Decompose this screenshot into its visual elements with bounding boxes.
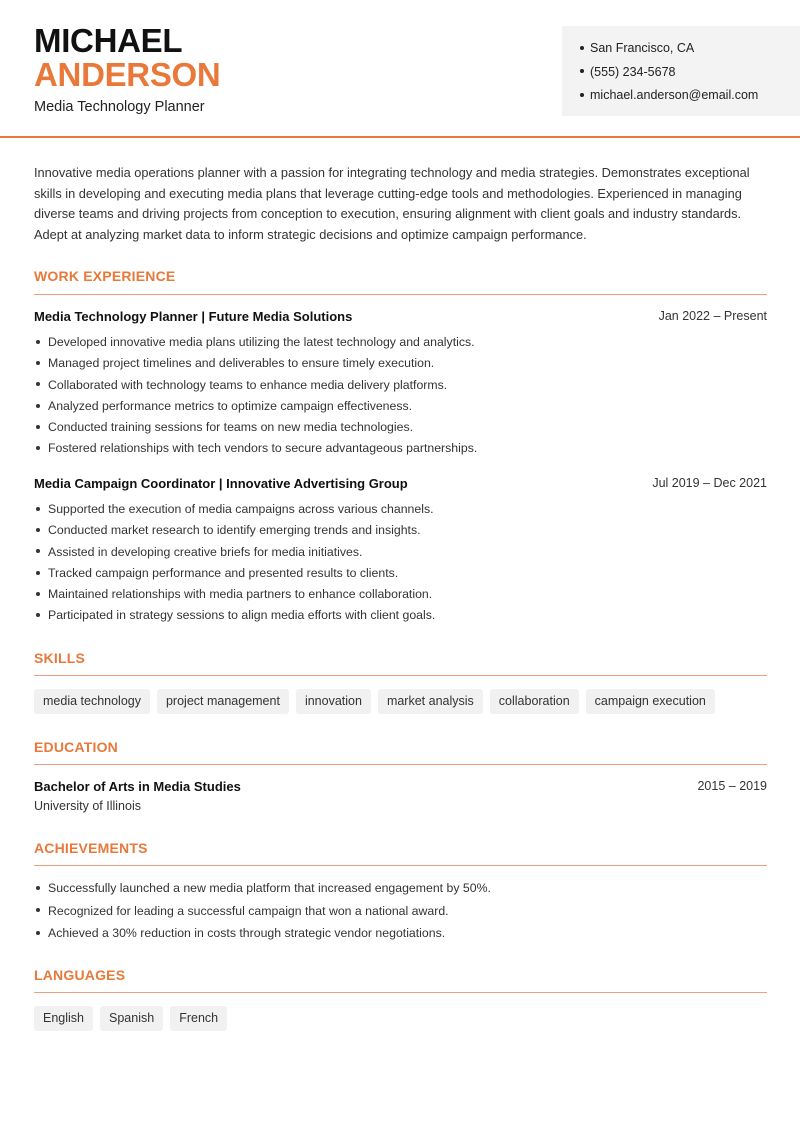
section-divider [34, 675, 767, 676]
job-title: Media Technology Planner [34, 99, 205, 115]
section-title-skills: SKILLS [34, 650, 85, 666]
skill-chip: collaboration [490, 689, 579, 714]
language-chip: Spanish [100, 1006, 163, 1031]
list-item [34, 584, 767, 605]
section-title-languages: LANGUAGES [34, 967, 126, 983]
list-item [34, 563, 767, 584]
bullet-text: Analyzed performance metrics to optimize campaign effectiveness. [48, 398, 413, 413]
section-title-education: EDUCATION [34, 739, 118, 755]
job-header [34, 309, 767, 329]
section-title-achievements: ACHIEVEMENTS [34, 840, 148, 856]
bullet-text: Developed innovative media plans utilizing the latest technology and analytics. [48, 335, 475, 349]
bullet-icon [36, 571, 40, 575]
skill-chip: media technology [34, 689, 150, 714]
bullet-icon [36, 382, 40, 386]
bullet-text: Recognized for leading a successful campaign that won a national award. [48, 903, 449, 918]
bullet-icon [580, 93, 584, 97]
contact-phone[interactable] [580, 61, 758, 85]
bullet-text: Participated in strategy sessions to align media efforts with client goals. [48, 608, 436, 623]
contact-box [562, 26, 800, 116]
contact-location [580, 37, 758, 61]
bullet-text: Managed project timelines and deliverables to ensure timely execution. [48, 356, 435, 371]
job-dates: Jul 2019 – Dec 2021 [652, 476, 767, 490]
summary-text: Innovative media operations planner with a passion for integrating technology and media strategies. Demonstrates exceptional skills in developing and executing media plans that leverage cutting-edge tools and methodologies. Experienced in managing diverse teams and driving projects from conception to execution, ensuring alignment with client goals and industry standards. Adept at analyzing market data to inform strategic decisions and optimize campaign performance. [34, 165, 750, 242]
bullet-icon [36, 404, 40, 408]
job-role: Media Campaign Coordinator | Innovative Advertising Group [34, 476, 408, 491]
skill-chip: campaign execution [586, 689, 715, 714]
skill-chip: project management [157, 689, 289, 714]
bullet-text: Maintained relationships with media partners to enhance collaboration. [48, 587, 433, 602]
bullet-icon [36, 340, 40, 344]
bullet-text: Assisted in developing creative briefs for media initiatives. [48, 544, 363, 559]
list-item [34, 417, 767, 438]
list-item [34, 396, 767, 417]
skills-list [34, 689, 715, 714]
list-item [34, 375, 767, 396]
list-item [34, 438, 767, 459]
skill-chip: innovation [296, 689, 371, 714]
list-item [34, 353, 767, 374]
bullet-text: Fostered relationships with tech vendors to secure advantageous partnerships. [48, 441, 478, 456]
section-divider [34, 764, 767, 765]
achievements-list [34, 877, 767, 945]
bullet-icon [36, 361, 40, 365]
list-item [34, 877, 767, 900]
bullet-icon [580, 69, 584, 73]
bullet-icon [36, 528, 40, 532]
list-item [34, 922, 767, 945]
section-divider [34, 992, 767, 993]
list-item [34, 499, 767, 520]
bullet-icon [36, 549, 40, 553]
bullet-icon [36, 908, 40, 912]
contact-label: (555) 234-5678 [590, 64, 676, 79]
bullet-icon [36, 592, 40, 596]
bullet-icon [36, 425, 40, 429]
bullet-text: Collaborated with technology teams to enhance media delivery platforms. [48, 377, 448, 392]
contact-label: michael.anderson@email.com [590, 88, 759, 102]
education-degree: Bachelor of Arts in Media Studies [34, 779, 241, 794]
section-title-work: WORK EXPERIENCE [34, 268, 176, 284]
contact-email[interactable] [580, 84, 758, 108]
first-name: MICHAEL [34, 22, 183, 59]
bullet-text: Conducted training sessions for teams on new media technologies. [48, 420, 414, 435]
contact-label: San Francisco, CA [590, 41, 695, 55]
last-name: ANDERSON [34, 56, 221, 93]
bullet-text: Tracked campaign performance and presented results to clients. [48, 565, 399, 580]
list-item [34, 332, 767, 353]
language-chip: French [170, 1006, 227, 1031]
job-header [34, 476, 767, 496]
education-dates: 2015 – 2019 [697, 779, 767, 793]
list-item [34, 900, 767, 923]
bullet-icon [36, 446, 40, 450]
bullet-icon [36, 507, 40, 511]
section-divider [34, 294, 767, 295]
section-divider [34, 865, 767, 866]
education-school: University of Illinois [34, 799, 141, 813]
bullet-text: Achieved a 30% reduction in costs through strategic vendor negotiations. [48, 926, 446, 940]
job-dates: Jan 2022 – Present [658, 309, 767, 323]
bullet-icon [580, 46, 584, 50]
job-role: Media Technology Planner | Future Media Solutions [34, 309, 353, 324]
bullet-icon [36, 886, 40, 890]
language-chip: English [34, 1006, 93, 1031]
job-bullets [34, 332, 767, 460]
list-item [34, 542, 767, 563]
bullet-text: Conducted market research to identify emerging trends and insights. [48, 523, 421, 538]
list-item [34, 605, 767, 626]
bullet-icon [36, 931, 40, 935]
bullet-text: Successfully launched a new media platform that increased engagement by 50%. [48, 881, 491, 895]
skill-chip: market analysis [378, 689, 483, 714]
bullet-icon [36, 613, 40, 617]
languages-list [34, 1006, 227, 1031]
resume-header [0, 0, 800, 138]
list-item [34, 520, 767, 541]
bullet-text: Supported the execution of media campaigns across various channels. [48, 502, 434, 516]
job-bullets [34, 499, 767, 627]
